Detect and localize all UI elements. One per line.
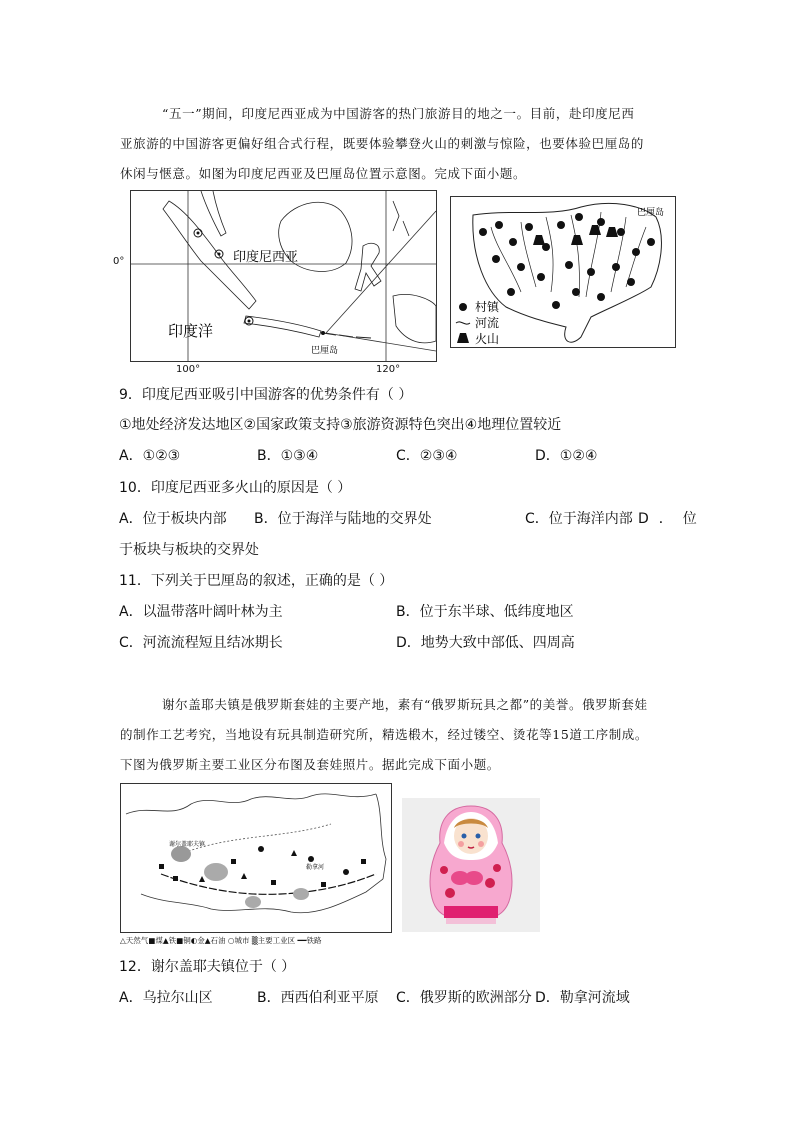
q12-option-c[interactable]: C．俄罗斯的欧洲部分 bbox=[396, 990, 532, 1006]
lena-river-label: 勒拿河 bbox=[306, 864, 325, 871]
equator-label: 0° bbox=[113, 256, 125, 267]
question-10-stem: 10．印度尼西亚多火山的原因是（ ） bbox=[119, 480, 352, 496]
russia-map-drawing bbox=[121, 784, 391, 932]
question-12-stem: 12．谢尔盖耶夫镇位于（ ） bbox=[119, 959, 296, 975]
q9-option-b[interactable]: B．①③④ bbox=[257, 448, 319, 464]
q12-option-d[interactable]: D．勒拿河流域 bbox=[535, 990, 630, 1006]
village-legend-icon bbox=[459, 303, 467, 311]
q9-option-a[interactable]: A．①②③ bbox=[119, 448, 181, 464]
lon-100-label: 100° bbox=[176, 364, 201, 375]
volcano-legend-icon bbox=[457, 333, 469, 343]
passage-2-line-1: 谢尔盖耶夫镇是俄罗斯套娃的主要产地，素有“俄罗斯玩具之都”的美誉。俄罗斯套娃 bbox=[162, 697, 648, 712]
legend-river: 河流 bbox=[475, 316, 500, 330]
question-9-stem: 9．印度尼西亚吸引中国游客的优势条件有（ ） bbox=[119, 387, 413, 403]
q10-option-b[interactable]: B．位于海洋与陆地的交界处 bbox=[254, 511, 432, 527]
q12-option-a[interactable]: A．乌拉尔山区 bbox=[119, 990, 213, 1006]
q10-option-d[interactable]: D．位 bbox=[638, 511, 707, 527]
legend-village: 村镇 bbox=[475, 300, 500, 314]
bali-inset-title: 巴厘岛 bbox=[637, 208, 665, 218]
q9-option-d[interactable]: D．①②④ bbox=[535, 448, 598, 464]
indian-ocean-label: 印度洋 bbox=[168, 322, 214, 340]
passage-1-line-1: “五一”期间，印度尼西亚成为中国游客的热门旅游目的地之一。目前，赴印度尼西 bbox=[162, 106, 635, 121]
russia-map-legend: △天然气■煤▲铁■铜◐金▲石油 ○城市 ▒主要工业区 ━━铁路 bbox=[120, 936, 322, 945]
matryoshka-photo bbox=[402, 798, 540, 932]
passage-2-line-3: 下图为俄罗斯主要工业区分布图及套娃照片。据此完成下面小题。 bbox=[120, 757, 500, 772]
q10-option-c[interactable]: C．位于海洋内部 bbox=[525, 511, 633, 527]
bali-label: 巴厘岛 bbox=[311, 346, 339, 356]
bali-inset bbox=[450, 196, 676, 348]
lon-120-label: 120° bbox=[376, 364, 401, 375]
question-9-choices: ①地处经济发达地区②国家政策支持③旅游资源特色突出④地理位置较近 bbox=[119, 417, 562, 433]
indonesia-map-drawing bbox=[131, 191, 436, 361]
q9-option-c[interactable]: C．②③④ bbox=[396, 448, 458, 464]
legend-volcano: 火山 bbox=[475, 332, 500, 346]
q12-option-b[interactable]: B．西西伯利亚平原 bbox=[257, 990, 379, 1006]
passage-1-line-2: 亚旅游的中国游客更偏好组合式行程，既要体验攀登火山的刺激与惊险，也要体验巴厘岛的 bbox=[120, 136, 645, 151]
q10-option-d-continued: 于板块与板块的交界处 bbox=[119, 542, 259, 558]
q11-option-d[interactable]: D．地势大致中部低、四周高 bbox=[396, 635, 575, 651]
passage-1 bbox=[120, 99, 700, 189]
q11-option-b[interactable]: B．位于东半球、低纬度地区 bbox=[396, 604, 574, 620]
indonesia-label: 印度尼西亚 bbox=[233, 250, 299, 265]
passage-1-line-3: 休闲与惬意。如图为印度尼西亚及巴厘岛位置示意图。完成下面小题。 bbox=[120, 166, 527, 181]
sergiev-posad-label: 谢尔盖耶夫镇 bbox=[169, 841, 206, 848]
russia-industry-map bbox=[120, 783, 392, 933]
bali-inset-drawing bbox=[451, 197, 675, 347]
passage-2 bbox=[120, 690, 700, 780]
q10-option-a[interactable]: A．位于板块内部 bbox=[119, 511, 227, 527]
matryoshka-drawing bbox=[402, 798, 540, 932]
river-legend-icon bbox=[456, 322, 470, 324]
question-11-stem: 11．下列关于巴厘岛的叙述，正确的是（ ） bbox=[119, 573, 394, 589]
q11-option-a[interactable]: A．以温带落叶阔叶林为主 bbox=[119, 604, 283, 620]
q11-option-c[interactable]: C．河流流程短且结冰期长 bbox=[119, 635, 283, 651]
passage-2-line-2: 的制作工艺考究，当地设有玩具制造研究所，精选椴木，经过镂空、烫花等15道工序制成。 bbox=[120, 727, 649, 742]
indonesia-map bbox=[130, 190, 437, 362]
